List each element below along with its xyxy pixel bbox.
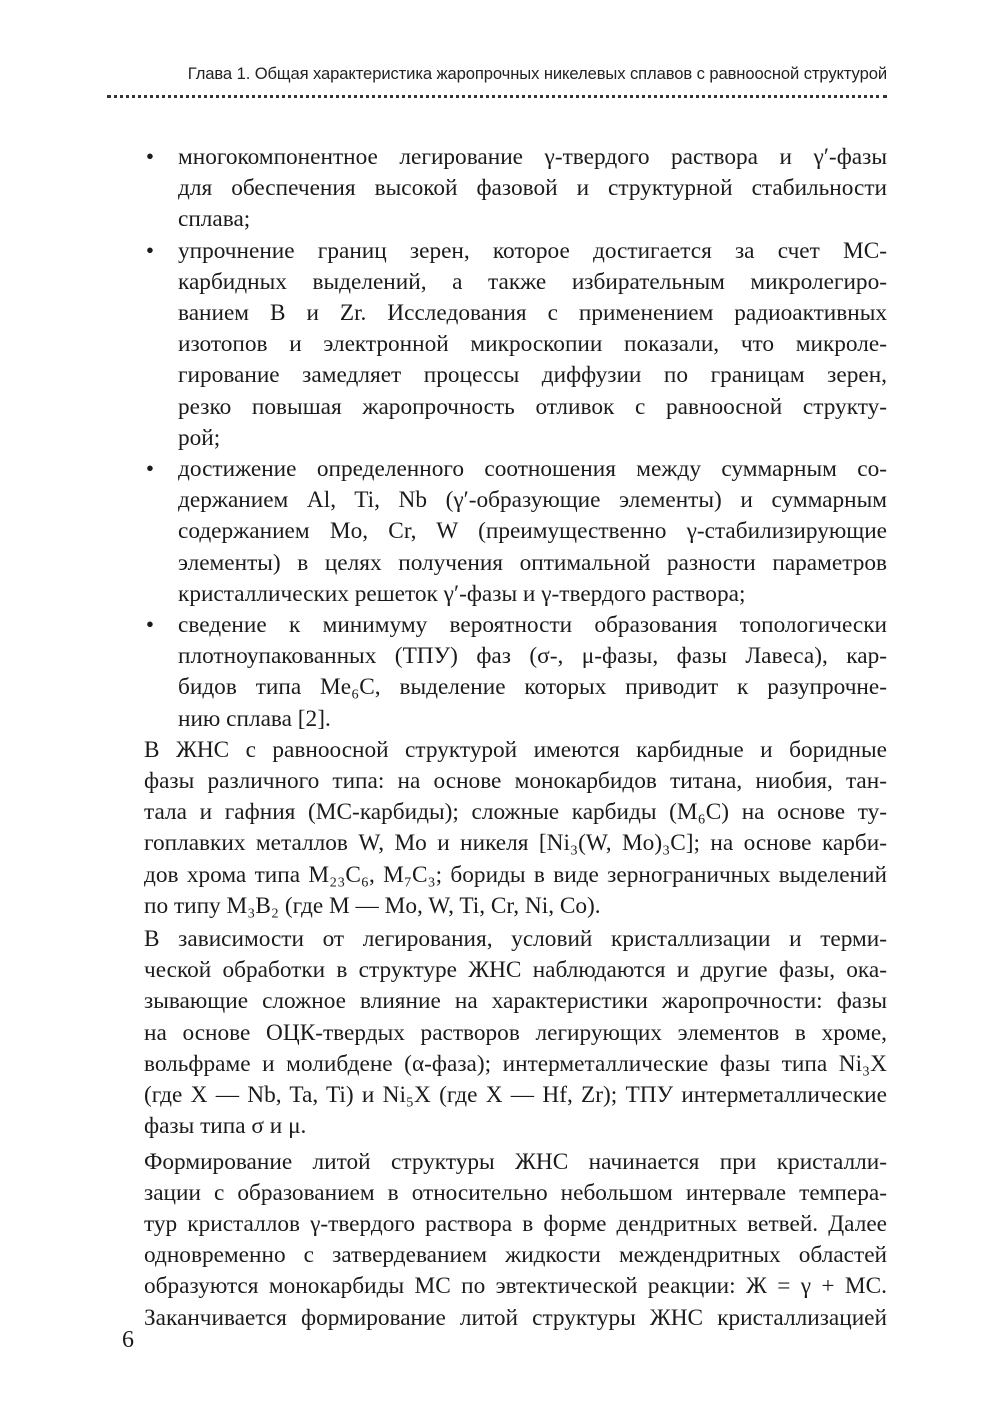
bullet-icon: • [145, 612, 155, 639]
text-line: ванием B и Zr. Исследования с применением радиоактивных [178, 300, 887, 327]
text-line: для обеспечения высокой фазовой и структурной стабильности [178, 175, 887, 202]
text-line: карбидных выделений, а также избирательным микролегиро- [178, 268, 887, 295]
text-line: достижение определенного соотношения между суммарным со- [178, 456, 887, 483]
text-line: зывающие сложное влияние на характеристики жаропрочности: фазы [144, 988, 887, 1015]
list-item [107, 236, 887, 454]
text-line: дов хрома типа M₂₃C₆, M₇C₃; бориды в виде зернограничных выделений [144, 861, 887, 888]
text-line: фазы типа σ и μ. [144, 1113, 307, 1140]
text-line: вольфраме и молибдене (α-фаза); интерметаллические фазы типа Ni₃X [144, 1050, 887, 1077]
running-header: Глава 1. Общая характеристика жаропрочных никелевых сплавов с равноосной структурой [187, 64, 887, 83]
text-line: тур кристаллов γ-твердого раствора в форме дендритных ветвей. Далее [144, 1210, 887, 1237]
text-line: нию сплава [2]. [178, 705, 331, 732]
paragraph [107, 924, 887, 1142]
list-item [107, 142, 887, 236]
text-line: Заканчивается формирование литой структуры ЖНС кристаллизацией [144, 1304, 887, 1331]
page-body [107, 142, 887, 1334]
bullet-icon: • [145, 456, 155, 483]
text-line: сплава; [178, 206, 251, 233]
text-line: многокомпонентное легирование γ-твердого раствора и γ′-фазы [178, 144, 887, 170]
text-line: по типу M₃B₂ (где M — Mo, W, Ti, Cr, Ni, Co). [144, 892, 601, 919]
text-line: В ЖНС с равноосной структурой имеются карбидные и боридные [144, 736, 887, 763]
paragraph [107, 1147, 887, 1334]
text-line: бидов типа Me₆C, выделение которых приводит к разупрочне- [178, 674, 887, 701]
bullet-icon: • [145, 237, 155, 264]
text-line: сведение к минимуму вероятности образования топологически [178, 612, 887, 639]
text-line: одновременно с затвердеванием жидкости междендритных областей [144, 1242, 887, 1269]
text-line: изотопов и электронной микроскопии показали, что микроле- [178, 331, 887, 358]
page-number: 6 [122, 1327, 134, 1353]
text-line: рой; [178, 424, 221, 451]
bullet-icon: • [145, 144, 155, 170]
text-line: упрочнение границ зерен, которое достигается за счет МС- [178, 237, 887, 264]
text-line: ческой обработки в структуре ЖНС наблюдаются и другие фазы, ока- [144, 957, 887, 984]
text-line: плотноупакованных (ТПУ) фаз (σ-, μ-фазы, фазы Лавеса), кар- [178, 643, 887, 670]
text-line: на основе ОЦК-твердых растворов легирующих элементов в хроме, [144, 1019, 887, 1046]
text-line: элементы) в целях получения оптимальной разности параметров [178, 549, 887, 576]
text-line: гоплавких металлов W, Mo и никеля [Ni₃(W, Mo)₃C]; на основе карби- [144, 830, 887, 857]
text-line: держанием Al, Ti, Nb (γ′-образующие элементы) и суммарным [178, 487, 887, 514]
text-line: кристаллических решеток γ′-фазы и γ-твердого раствора; [178, 580, 746, 607]
text-line: содержанием Mo, Cr, W (преимущественно γ-стабилизирующие [178, 518, 887, 545]
text-line: тала и гафния (МС-карбиды); сложные карбиды (M₆C) на основе ту- [144, 799, 887, 826]
list-item [107, 454, 887, 610]
text-line: образуются монокарбиды МС по эвтектической реакции: Ж = γ + МС. [144, 1273, 887, 1300]
text-line: гирование замедляет процессы диффузии по границам зерен, [178, 362, 887, 389]
text-line: зации с образованием в относительно небольшом интервале темпера- [144, 1179, 887, 1206]
text-line: (где X — Nb, Ta, Ti) и Ni₅X (где X — Hf, Zr); ТПУ интерметаллические [144, 1082, 887, 1109]
header-dotted-rule [107, 95, 887, 98]
text-line: Формирование литой структуры ЖНС начинается при кристалли- [144, 1148, 887, 1175]
text-line: В зависимости от легирования, условий кристаллизации и терми- [144, 926, 887, 953]
text-line: резко повышая жаропрочность отливок с равноосной структу- [178, 393, 887, 420]
text-line: фазы различного типа: на основе монокарбидов титана, ниобия, тан- [144, 768, 887, 795]
paragraph [107, 735, 887, 922]
list-item [107, 610, 887, 735]
